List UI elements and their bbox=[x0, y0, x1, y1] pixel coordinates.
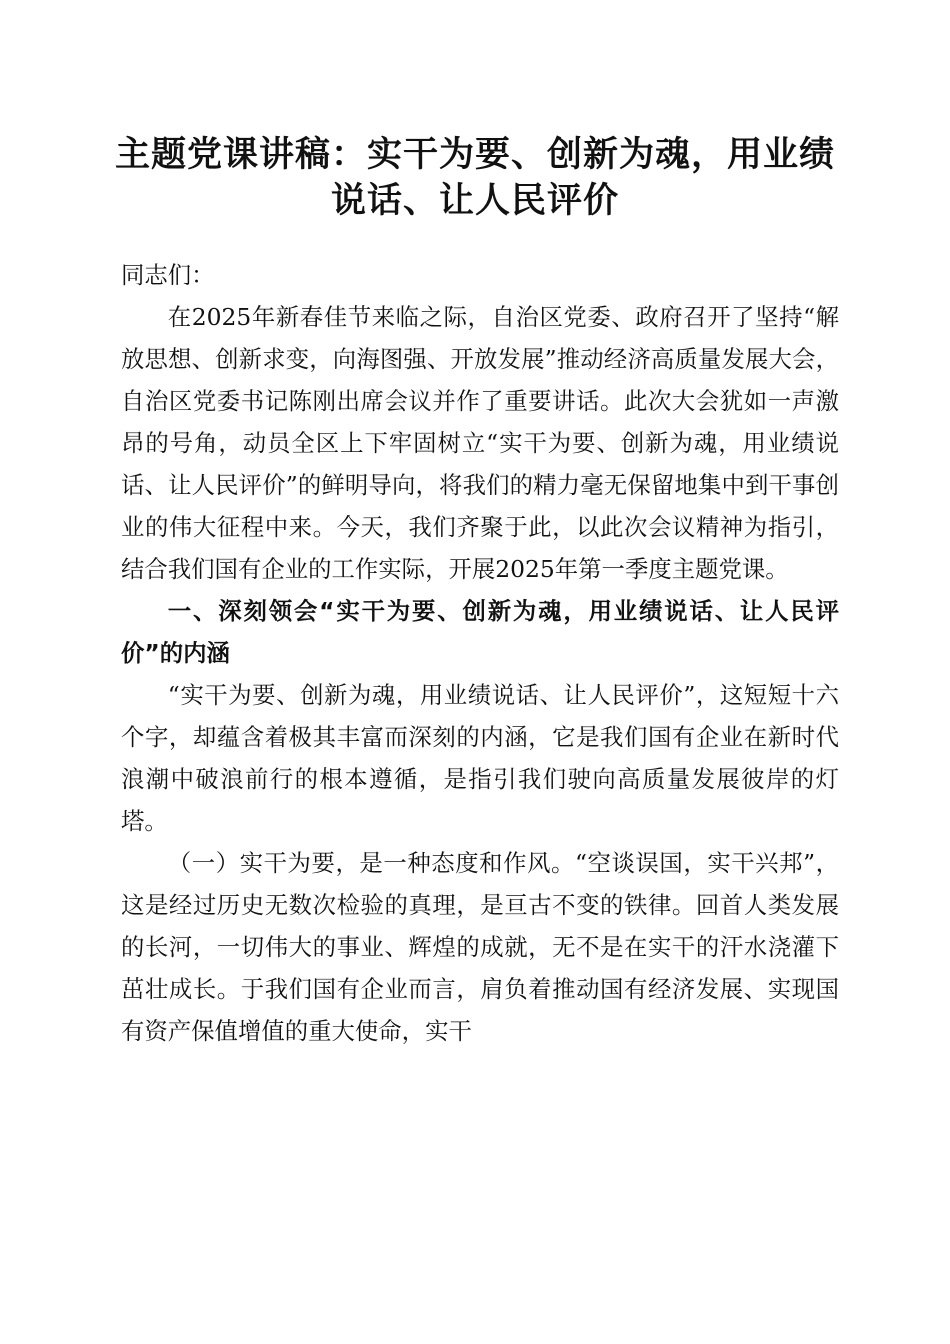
title-line-2: 说话、让人民评价 bbox=[330, 180, 619, 221]
page-title bbox=[100, 132, 850, 224]
paragraph-meaning: “实干为要、创新为魂，用业绩说话、让人民评价”，这短短十六个字，却蕴含着极其丰富而深刻的内涵，它是我们国有企业在新时代浪潮中破浪前行的根本遵循，是指引我们驶向高质量发展彼岸的灯塔。 bbox=[121, 681, 839, 835]
title-line-1: 主题党课讲稿：实干为要、创新为魂，用业绩 bbox=[114, 134, 835, 175]
document-body bbox=[121, 254, 839, 1052]
paragraph-subsection-1: （一）实干为要，是一种态度和作风。“空谈误国，实干兴邦”，这是经过历史无数次检验的真理，是亘古不变的铁律。回首人类发展的长河，一切伟大的事业、辉煌的成就，无不是在实干的汗水浇灌下茁壮成长。于我们国有企业而言，肩负着推动国有经济发展、实现国有资产保值增值的重大使命，实干 bbox=[121, 849, 839, 1045]
paragraph-intro: 在2025年新春佳节来临之际，自治区党委、政府召开了坚持“解放思想、创新求变，向海图强、开放发展”推动经济高质量发展大会，自治区党委书记陈刚出席会议并作了重要讲话。此次大会犹如一声激昂的号角，动员全区上下牢固树立“实干为要、创新为魂，用业绩说话、让人民评价”的鲜明导向，将我们的精力毫无保留地集中到干事创业的伟大征程中来。今天，我们齐聚于此，以此次会议精神为指引，结合我们国有企业的工作实际，开展2025年第一季度主题党课。 bbox=[121, 303, 839, 583]
section-heading-1: 一、深刻领会“实干为要、创新为魂，用业绩说话、让人民评价”的内涵 bbox=[121, 597, 839, 667]
salutation: 同志们： bbox=[121, 261, 215, 289]
